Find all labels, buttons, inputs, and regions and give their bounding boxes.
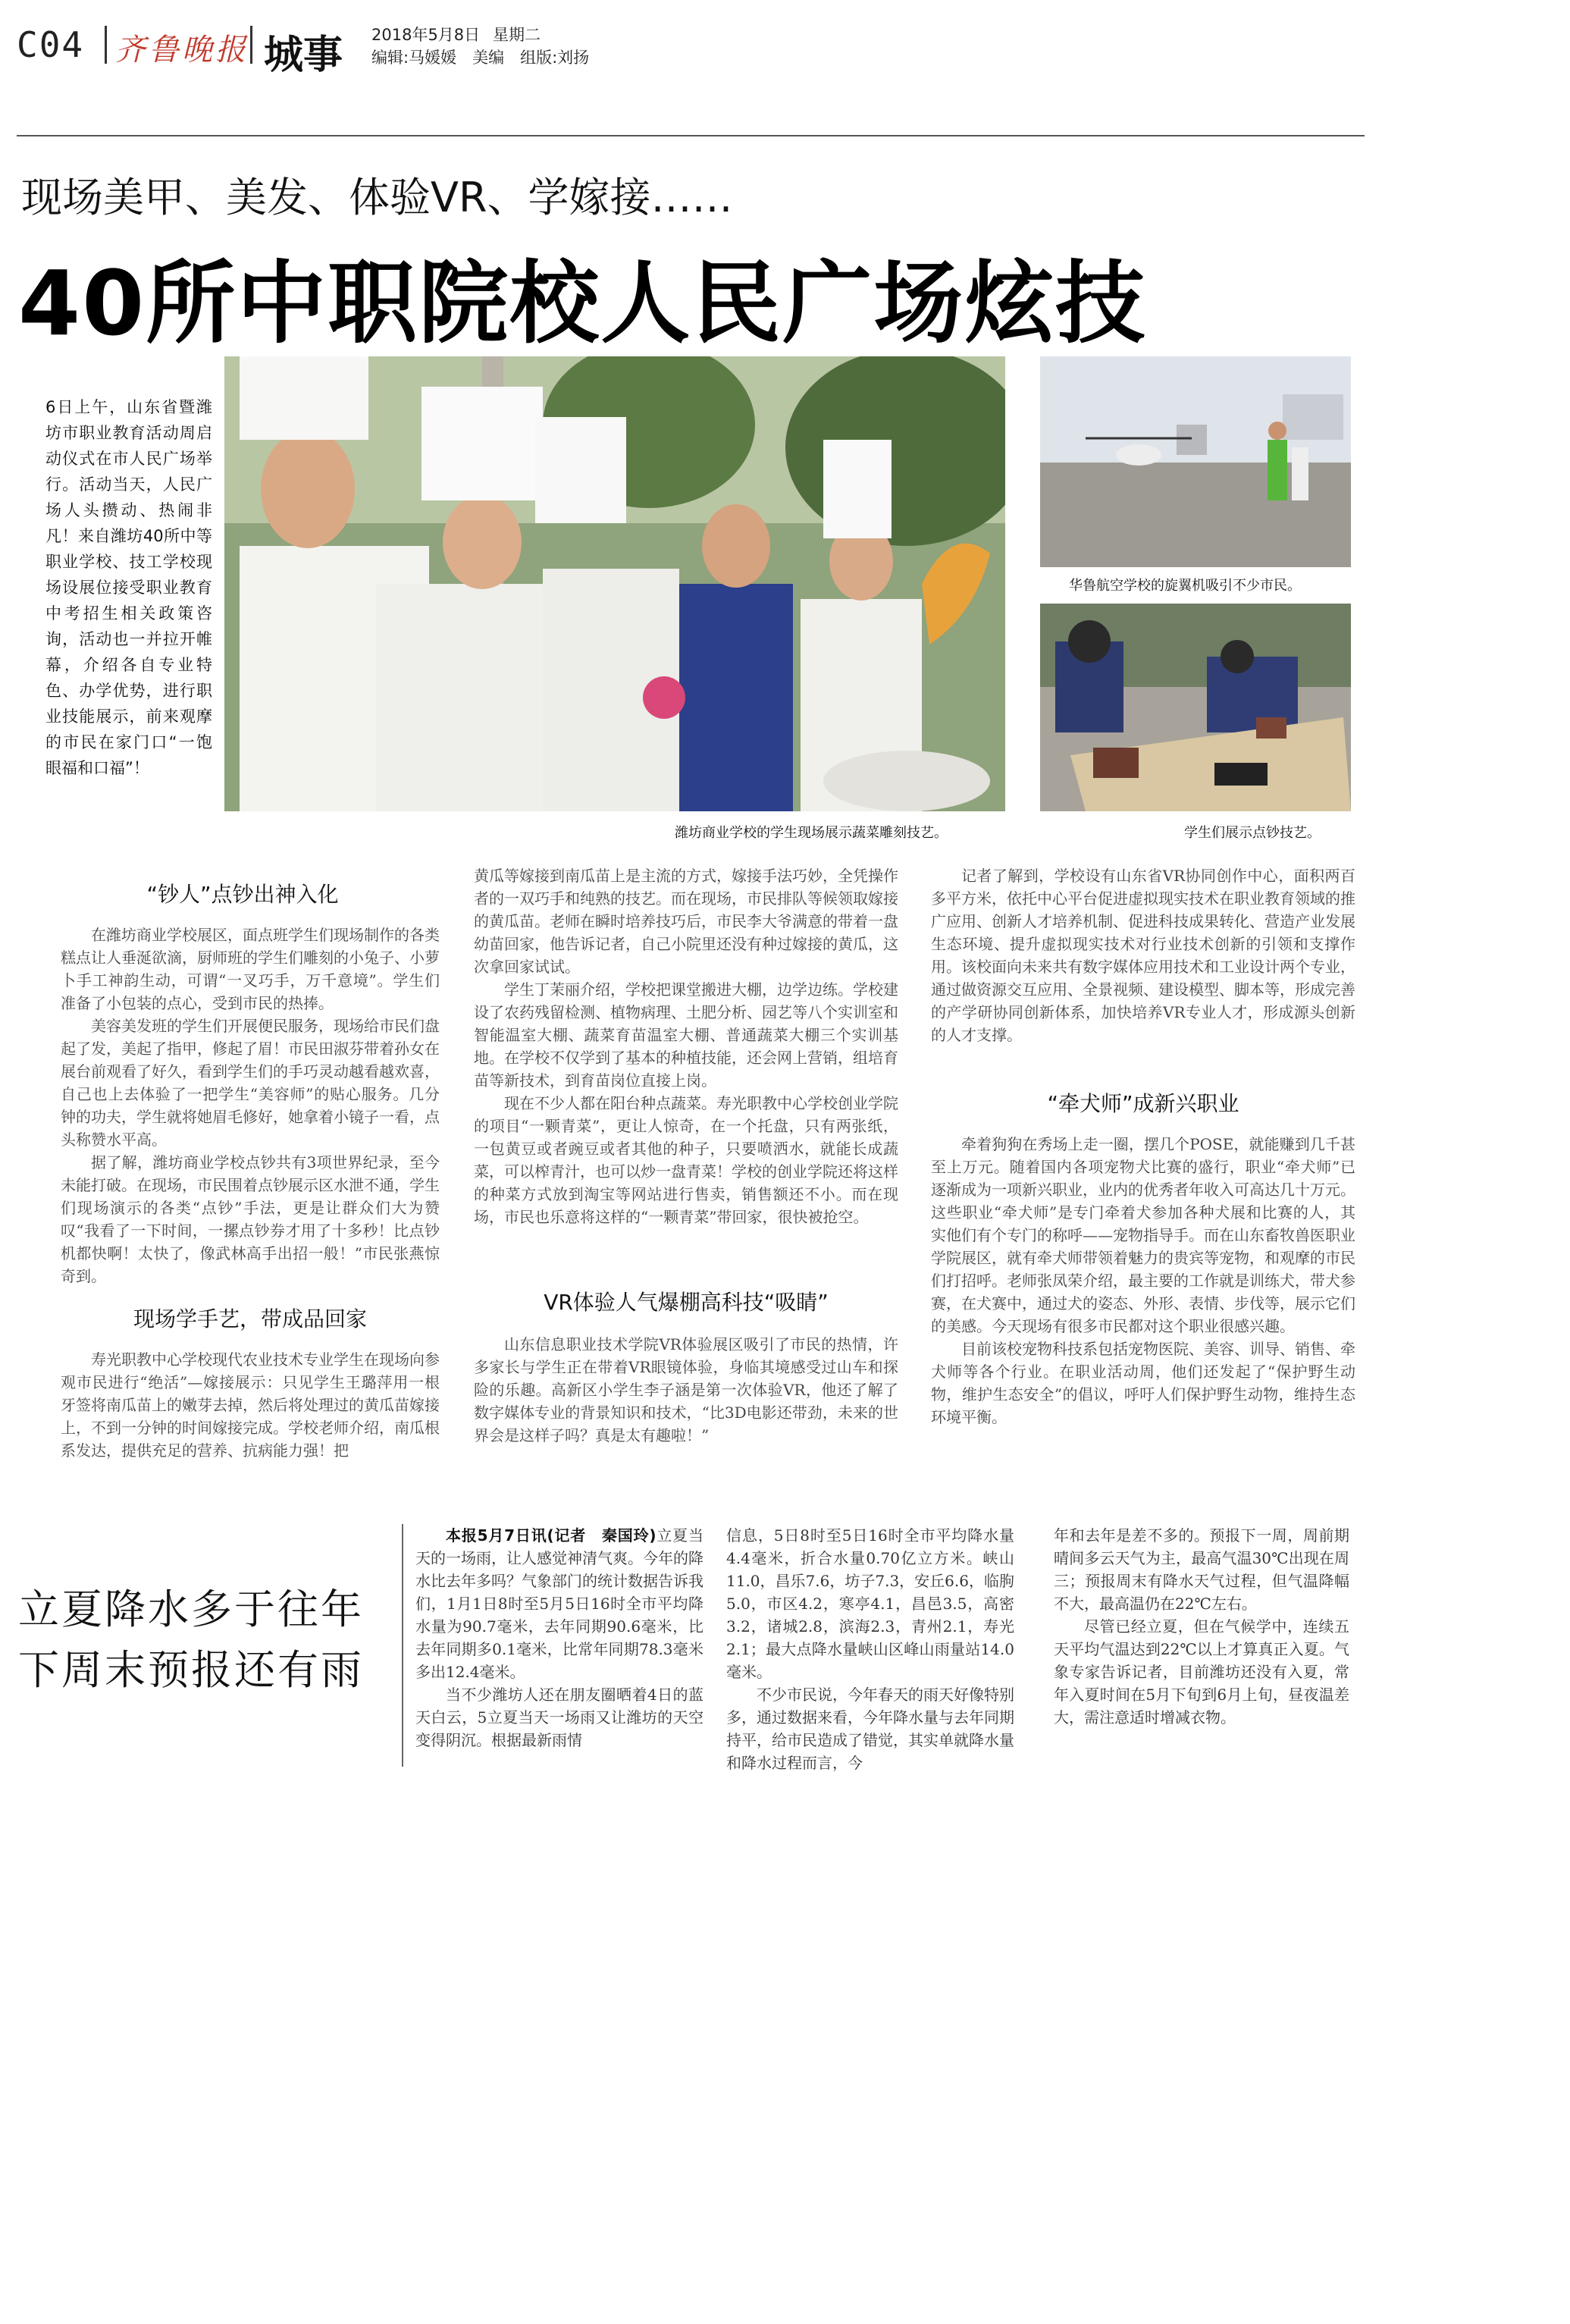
column-3-continued — [931, 1133, 1355, 1429]
paragraph: 当不少潍坊人还在朋友圈晒着4日的蓝天白云，5立夏当天一场雨又让潍坊的天空变得阴沉。根据最新雨情 — [415, 1686, 704, 1749]
story-headline: 40所中职院校人民广场炫技 — [18, 251, 1147, 356]
counting-money-photo — [1040, 604, 1351, 811]
chef-carving-illustration — [224, 356, 1005, 811]
paragraph: 尽管已经立夏，但在气候学中，连续五天平均气温达到22℃以上才算真正入夏。气象专家告诉记者，目前潍坊还没有入夏，常年入夏时间在5月下旬到6月上旬，昼夜温差大，需注意适时增减衣物。 — [1054, 1617, 1349, 1727]
subhead-learn-craft: 现场学手艺，带成品回家 — [133, 1306, 367, 1331]
paragraph: 现在不少人都在阳台种点蔬菜。寿光职教中心学校创业学院的项目“一颗青菜”，更让人惊奇，在一个托盘，只有两张纸，一包黄豆或者豌豆或者其他的种子，只要喷洒水，就能长成蔬菜，可以榨青汁，也可以炒一盘青菜！学校的创业学院还将这样的种菜方式放到淘宝等网站进行售卖，销售额还不小。而在现场，市民也乐意将这样的“一颗青菜”带回家，很快被抢空。 — [474, 1094, 898, 1226]
paragraph: 牵着狗狗在秀场上走一圈，摆几个POSE，就能赚到几千甚至上万元。随着国内各项宠物犬比赛的盛行，职业“牵犬师”已逐渐成为一项新兴职业，业内的优秀者年收入可高达几十万元。这些职业“牵犬师”是专门牵着犬参加各种犬展和比赛的人，其实他们有个专门的称呼——宠物指导手。而在山东畜牧兽医职业学院展区，就有牵犬师带领着魅力的贵宾等宠物，和观摩的市民们打招呼。老师张凤荣介绍，最主要的工作就是训练犬，带犬参赛，在犬赛中，通过犬的姿态、外形、表情、步伐等，展示它们的美感。今天现场有很多市民都对这个职业很感兴趣。 — [931, 1135, 1355, 1335]
issue-date: 2018年5月8日 — [371, 26, 481, 44]
paragraph: 寿光职教中心学校现代农业技术专业学生在现场向参观市民进行“绝活”—嫁接展示：只见学生王璐萍用一根牙签将南瓜苗上的嫩芽去掉，然后将处理过的黄瓜苗嫁接上，不到一分钟的时间嫁接完成。学校老师介绍，南瓜根系发达，提供充足的营养、抗病能力强！把 — [61, 1350, 440, 1460]
page-credits: 编辑:马媛媛 美编 组版:刘扬 — [371, 49, 590, 67]
column-1-continued — [61, 1348, 440, 1462]
section-title: 城事 — [264, 33, 343, 78]
weather-column-2 — [726, 1524, 1014, 1774]
gyroplane-photo — [1040, 356, 1351, 567]
paragraph: 目前该校宠物科技系包括宠物医院、美容、训导、销售、牵犬师等各个行业。在职业活动周，他们还发起了“保护野生动物，维护生态安全”的倡议，呼吁人们保护野生动物，维持生态环境平衡。 — [931, 1340, 1355, 1426]
paragraph: 信息，5日8时至5日16时全市平均降水量4.4毫米，折合水量0.70亿立方米。峡山11.0，昌乐7.6，坊子7.3，安丘6.6，临朐5.0，市区4.2，寒亭4.1，昌邑3.5，高密3.2，诸城2.8，滨海2.3，青州2.1，寿光2.1；最大点降水量峡山区峰山雨量站14.0毫米。 — [726, 1526, 1014, 1681]
main-photo-caption: 潍坊商业学校的学生现场展示蔬菜雕刻技艺。 — [675, 825, 948, 841]
paragraph: 年和去年是差不多的。预报下一周，周前期晴间多云天气为主，最高气温30℃出现在周三；预报周末有降水天气过程，但气温降幅不大，最高温仍在22℃左右。 — [1054, 1526, 1349, 1613]
subhead-dog-handler: “牵犬师”成新兴职业 — [1047, 1091, 1239, 1116]
subhead-money-counting: “钞人”点钞出神入化 — [146, 882, 339, 907]
top-right-caption: 华鲁航空学校的旋翼机吸引不少市民。 — [1069, 578, 1301, 594]
paragraph: 黄瓜等嫁接到南瓜苗上是主流的方式，嫁接手法巧妙，全凭操作者的一双巧手和纯熟的技艺。而在现场，市民排队等候领取嫁接的黄瓜苗。老师在瞬时培养技巧后，市民李大爷满意的带着一盘幼苗回家，他告诉记者，自己小院里还没有种过嫁接的黄瓜，这次拿回家试试。 — [474, 867, 898, 976]
paragraph: 在潍坊商业学校展区，面点班学生们现场制作的各类糕点让人垂涎欲滴，厨师班的学生们雕刻的小兔子、小萝卜手工神韵生动，可谓“一叉巧手，万千意境”。学生们准备了小包装的点心，受到市民的热捧。 — [61, 926, 440, 1012]
paragraph: 记者了解到，学校设有山东省VR协同创作中心，面积两百多平方米，依托中心平台促进虚拟现实技术在职业教育领域的推广应用、创新人才培养机制、促进科技成果转化、营造产业发展生态环境、提升虚拟现实技术对行业技术创新的引领和支撑作用。该校面向未来共有数字媒体应用技术和工业设计两个专业，通过做资源交互应用、全景视频、建设模型、脚本等，形成完善的产学研协同创新体系，加快培养VR专业人才，形成源头创新的人才支撑。 — [931, 867, 1355, 1044]
counting-money-illustration — [1040, 604, 1351, 811]
weather-column-1 — [415, 1524, 704, 1752]
weather-column-3 — [1054, 1524, 1349, 1729]
column-3 — [931, 864, 1355, 1046]
newspaper-logo: 齐鲁晚报 — [115, 33, 249, 67]
story-kicker: 现场美甲、美发、体验VR、学嫁接…… — [21, 174, 733, 221]
weather-headline-line2: 下周末预报还有雨 — [18, 1646, 364, 1694]
subhead-vr: VR体验人气爆棚高科技“吸睛” — [544, 1290, 829, 1315]
paragraph: 不少市民说，今年春天的雨天好像特别多，通过数据来看，今年降水量与去年同期持平，给市民造成了错觉，其实单就降水量和降水过程而言，今 — [726, 1686, 1014, 1772]
paragraph: 美容美发班的学生们开展便民服务，现场给市民们盘起了发，美起了指甲，修起了眉！市民田淑芬带着孙女在展台前观看了好久，看到学生们的手巧灵动越看越欢喜，自己也上去体验了一把学生“美容师”的贴心服务。几分钟的功夫，学生就将她眉毛修好，她拿着小镜子一看，点头称赞水平高。 — [61, 1017, 440, 1149]
column-2-continued — [474, 1333, 898, 1447]
paragraph: 据了解，潍坊商业学校点钞共有3项世界纪录，至今未能打破。在现场，市民围着点钞展示区水泄不通，学生们现场演示的各类“点钞”手法，更是让群众们大为赞叹“我看了一下时间，一摞点钞券才用了十多秒！比点钞机都快啊！太快了，像武林高手出招一般！”市民张燕惊奇到。 — [61, 1153, 440, 1285]
bottom-right-caption: 学生们展示点钞技艺。 — [1184, 825, 1321, 841]
paragraph: 立夏当天的一场雨，让人感觉神清气爽。今年的降水比去年多吗？气象部门的统计数据告诉我们，1月1日8时至5月5日16时全市平均降水量为90.7毫米，去年同期90.6毫米，比去年同期多0.1毫米，比常年同期78.3毫米多出12.4毫米。 — [415, 1526, 704, 1681]
paragraph: 学生丁茉丽介绍，学校把课堂搬进大棚，边学边练。学校建设了农药残留检测、植物病理、土肥分析、园艺等八个实训室和智能温室大棚、蔬菜育苗温室大棚、普通蔬菜大棚三个实训基地。在学校不仅学到了基本的种植技能，还会网上营销，组培育苗等新技术，到育苗岗位直接上岗。 — [474, 980, 898, 1090]
issue-weekday: 星期二 — [493, 26, 541, 44]
weather-byline: 本报5月7日讯(记者 秦国玲) — [446, 1526, 657, 1545]
story-lead: 6日上午，山东省暨潍坊市职业教育活动周启动仪式在市人民广场举行。活动当天，人民广场人头攒动、热闹非凡！来自潍坊40所中等职业学校、技工学校现场设展位接受职业教育中考招生相关政策咨询，活动也一并拉开帷幕，介绍各自专业特色、办学优势，进行职业技能展示，前来观摩的市民在家门口“一饱眼福和口福”！ — [45, 398, 212, 777]
masthead-divider — [105, 26, 107, 64]
weather-headline-line1: 立夏降水多于往年 — [18, 1585, 364, 1633]
header-rule — [17, 135, 1365, 136]
chef-carving-photo — [224, 356, 1005, 811]
column-2 — [474, 864, 898, 1228]
page-number: C04 — [17, 24, 85, 65]
masthead-divider — [250, 26, 252, 64]
column-1 — [61, 924, 440, 1287]
paragraph: 山东信息职业技术学院VR体验展区吸引了市民的热情，许多家长与学生正在带着VR眼镜体验，身临其境感受过山车和探险的乐趣。高新区小学生李子涵是第一次体验VR，他还了解了数字媒体专业的背景知识和技术，“比3D电影还带劲，未来的世界会是这样子吗？真是太有趣啦！” — [474, 1335, 898, 1444]
gyroplane-illustration — [1040, 356, 1351, 567]
story-divider — [402, 1524, 403, 1767]
